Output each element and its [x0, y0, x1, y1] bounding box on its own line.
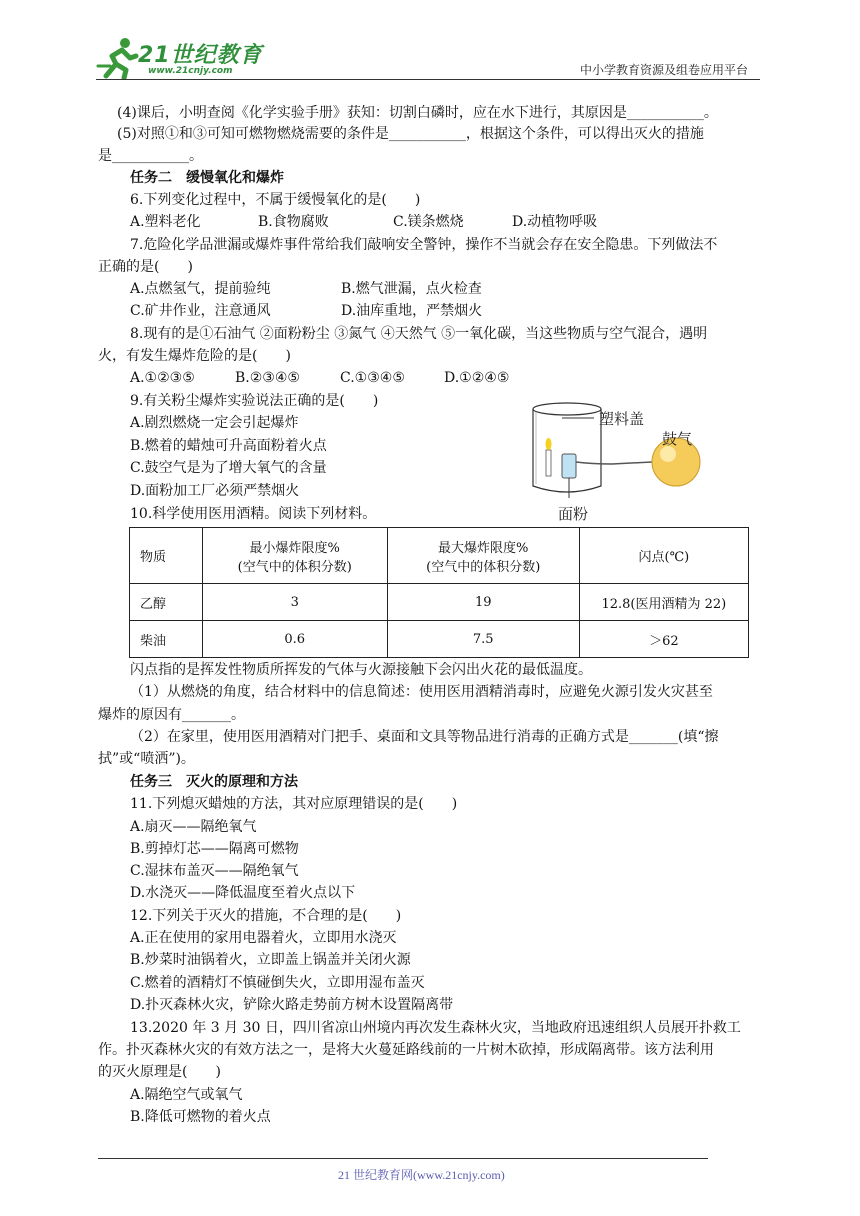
table-cell: 0.6 [202, 621, 387, 658]
table-header-cell: 物质 [130, 528, 203, 584]
q6-stem: 6.下列变化过程中，不属于缓慢氧化的是( ) [130, 192, 421, 208]
label-flour: 面粉 [558, 505, 589, 523]
footer-text: 21 世纪教育网(www.21cnjy.com) [338, 1168, 505, 1182]
q12-stem: 12.下列关于灭火的措施，不合理的是( ) [130, 908, 402, 924]
q11-option-d: D.水浇灭——降低温度至着火点以下 [130, 885, 356, 901]
dust-explosion-figure [522, 398, 722, 526]
logo-url: www.21cnjy.com [148, 66, 233, 76]
q10-part2-cont: 拭”或“喷洒”)。 [98, 751, 195, 767]
q6-option-c: C.镁条燃烧 [393, 214, 464, 230]
q11-stem: 11.下列熄灭蜡烛的方法，其对应原理错误的是( ) [130, 796, 458, 812]
q8-stem: 8.现有的是①石油气 ②面粉粉尘 ③氮气 ④天然气 ⑤一氧化碳，当这些物质与空气混合，遇明 [130, 326, 708, 342]
ethanol-data-table [129, 527, 749, 658]
q8-option-d: D.①②④⑤ [444, 370, 510, 386]
q12-option-a: A.正在使用的家用电器着火，立即用水浇灭 [130, 930, 397, 946]
q12-option-c: C.燃着的酒精灯不慎碰倒失火，立即用湿布盖灭 [130, 975, 425, 991]
q10-part1-cont: 爆炸的原因有_______。 [98, 707, 245, 723]
label-blow-air: 鼓气 [662, 430, 693, 448]
q5-line-5: (5)对照①和③可知可燃物燃烧需要的条件是___________，根据这个条件，可以得出灭火的措施 [117, 126, 704, 142]
q8-stem-cont: 火，有发生爆炸危险的是( ) [98, 348, 291, 364]
q6-option-b: B.食物腐败 [258, 214, 329, 230]
q7-option-a: A.点燃氢气，提前验纯 [130, 281, 271, 297]
table-row [130, 621, 749, 658]
q7-option-b: B.燃气泄漏，点火检查 [341, 281, 482, 297]
logo-text: 21世纪教育 [138, 43, 263, 68]
q11-option-c: C.湿抹布盖灭——隔绝氧气 [130, 863, 299, 879]
q9-option-d: D.面粉加工厂必须严禁烟火 [130, 483, 300, 499]
table-cell: ＞62 [579, 621, 748, 658]
section-task3: 任务三 灭火的原理和方法 [130, 774, 298, 790]
label-plastic-lid: 塑料盖 [599, 410, 645, 428]
q6-option-a: A.塑料老化 [130, 214, 201, 230]
q12-option-b: B.炒菜时油锅着火，立即盖上锅盖并关闭火源 [130, 952, 411, 968]
q13-option-b: B.降低可燃物的着火点 [130, 1109, 271, 1125]
table-cell: 乙醇 [130, 584, 203, 621]
table-cell: 3 [202, 584, 387, 621]
q9-option-a: A.剧烈燃烧一定会引起爆炸 [130, 415, 299, 431]
q10-stem: 10.科学使用医用酒精。阅读下列材料。 [130, 506, 377, 522]
q8-option-a: A.①②③⑤ [130, 370, 195, 386]
q9-option-c: C.鼓空气是为了增大氧气的含量 [130, 460, 327, 476]
header-platform-text: 中小学教育资源及组卷应用平台 [580, 63, 749, 77]
q7-stem-cont: 正确的是( ) [98, 259, 193, 275]
q13-option-a: A.隔绝空气或氧气 [130, 1087, 243, 1103]
q13-stem-cont2: 的灭火原理是( ) [98, 1064, 221, 1080]
flash-point-definition: 闪点指的是挥发性物质所挥发的气体与火源接触下会闪出火花的最低温度。 [130, 662, 592, 678]
q9-option-b: B.燃着的蜡烛可升高面粉着火点 [130, 438, 327, 454]
table-cell: 12.8(医用酒精为 22) [579, 584, 748, 621]
table-cell: 7.5 [387, 621, 579, 658]
q10-part1: （1）从燃烧的角度，结合材料中的信息简述：使用医用酒精消毒时，应避免火源引发火灾甚至 [130, 684, 713, 700]
q11-option-b: B.剪掉灯芯——隔离可燃物 [130, 841, 299, 857]
q7-option-d: D.油库重地，严禁烟火 [341, 303, 483, 319]
q5-line-4: (4)课后，小明查阅《化学实验手册》获知：切割白磷时，应在水下进行，其原因是___________。 [117, 105, 718, 121]
q12-option-d: D.扑灭森林火灾，铲除火路走势前方树木设置隔离带 [130, 997, 454, 1013]
q7-stem: 7.危险化学品泄漏或爆炸事件常给我们敲响安全警钟，操作不当就会存在安全隐患。下列做法不 [130, 237, 718, 253]
section-task2: 任务二 缓慢氧化和爆炸 [130, 170, 284, 186]
q13-stem-cont: 作。扑灭森林火灾的有效方法之一，是将大火蔓延路线前的一片树木砍掉，形成隔离带。该方法利用 [98, 1042, 714, 1058]
q6-option-d: D.动植物呼吸 [512, 214, 598, 230]
table-row [130, 584, 749, 621]
q9-stem: 9.有关粉尘爆炸实验说法正确的是( ) [130, 393, 379, 409]
q8-option-c: C.①③④⑤ [340, 370, 405, 386]
table-header-cell: 最小爆炸限度% (空气中的体积分数) [202, 528, 387, 584]
q7-option-c: C.矿井作业，注意通风 [130, 303, 271, 319]
table-header-cell: 最大爆炸限度% (空气中的体积分数) [387, 528, 579, 584]
table-header-cell: 闪点(℃) [579, 528, 748, 584]
q8-option-b: B.②③④⑤ [235, 370, 300, 386]
table-header-row [130, 528, 749, 584]
q11-option-a: A.扇灭——隔绝氧气 [130, 819, 257, 835]
q10-part2: （2）在家里，使用医用酒精对门把手、桌面和文具等物品进行消毒的正确方式是_______(填“擦 [130, 729, 719, 745]
table-cell: 19 [387, 584, 579, 621]
table-cell: 柴油 [130, 621, 203, 658]
q5-line-5-cont: 是___________。 [98, 148, 203, 164]
footer-divider [98, 1158, 708, 1159]
q13-stem: 13.2020 年 3 月 30 日，四川省凉山州境内再次发生森林火灾，当地政府迅速组织人员展开扑救工 [130, 1020, 741, 1036]
